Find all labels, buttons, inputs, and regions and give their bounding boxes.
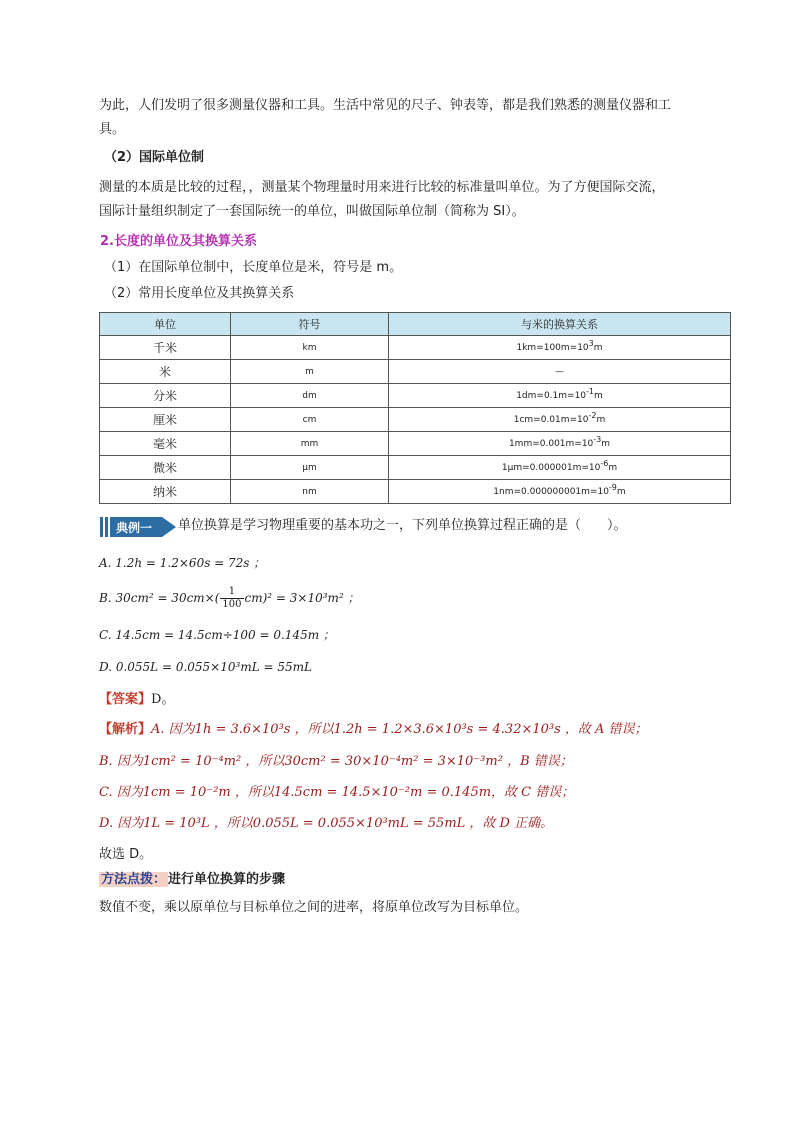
table-cell-conversion (389, 432, 731, 456)
table-cell-unit: 千米 (100, 336, 231, 360)
option-b-fraction (220, 586, 243, 611)
option-b (99, 586, 360, 611)
table-row (100, 360, 731, 384)
conversion-text: 1km=100m=10 (516, 342, 589, 353)
table-cell-symbol: dm (231, 384, 389, 408)
table-header-row (100, 313, 731, 336)
table-row (100, 432, 731, 456)
option-b-prefix: B. 30cm² = 30cm×( (99, 591, 220, 605)
table-cell-unit: 米 (100, 360, 231, 384)
table-cell-symbol: km (231, 336, 389, 360)
table-cell-unit: 分米 (100, 384, 231, 408)
table-cell-unit: 纳米 (100, 480, 231, 504)
table-cell-symbol: cm (231, 408, 389, 432)
analysis-a: A. 因为1h = 3.6×10³s ，所以1.2h = 1.2×3.6×10³s = 4.32×10³s ，故 A 错误； (151, 722, 648, 737)
table-cell-unit: 微米 (100, 456, 231, 480)
option-d: D. 0.055L = 0.055×10³mL = 55mL (99, 660, 312, 674)
conversion-text: — (555, 366, 564, 377)
conversion-unit: m (594, 390, 603, 401)
conversion-text: 1nm=0.000000001m=10 (493, 486, 609, 497)
table-cell-conversion (389, 360, 731, 384)
conversion-text: 1cm=0.01m=10 (513, 414, 589, 425)
conversion-exponent: -6 (600, 458, 609, 468)
conversion-exponent: -9 (608, 482, 617, 492)
conversion-exponent: -3 (593, 434, 602, 444)
conversion-unit: m (596, 414, 606, 425)
conversion-unit: m (616, 486, 626, 497)
conversion-exponent: -2 (588, 410, 597, 420)
method-tip-label: 方法点拨： (101, 872, 167, 887)
option-c: C. 14.5cm = 14.5cm÷100 = 0.145m ； (99, 628, 335, 642)
table-cell-conversion (389, 408, 731, 432)
conversion-unit: m (608, 462, 618, 473)
option-b-numerator: 1 (220, 586, 243, 599)
option-b-suffix: cm)² = 3×10³m² ； (244, 591, 360, 605)
table-cell-conversion (389, 480, 731, 504)
intro-line-1: 为此，人们发明了很多测量仪器和工具。生活中常见的尺子、钟表等，都是我们熟悉的测量仪器和工 (99, 98, 672, 113)
length-item-2: （2）常用长度单位及其换算关系 (104, 286, 295, 301)
table-cell-conversion (389, 456, 731, 480)
analysis-line-c: C. 因为1cm = 10⁻²m ，所以14.5cm = 14.5×10⁻²m = 0.145m，故 C 错误； (99, 785, 575, 800)
header-symbol: 符号 (231, 313, 389, 336)
table-row (100, 480, 731, 504)
example-badge-arrow-icon (100, 513, 178, 541)
table-cell-symbol: m (231, 360, 389, 384)
example-badge-label: 典例一 (115, 521, 153, 535)
conversion-text: 1mm=0.001m=10 (508, 438, 594, 449)
answer-line (99, 688, 731, 712)
length-item-1: （1）在国际单位制中，长度单位是米，符号是 m。 (104, 260, 403, 275)
analysis-conclusion: 故选 D。 (99, 847, 153, 862)
answer-value: D。 (151, 692, 175, 707)
header-conversion: 与米的换算关系 (389, 313, 731, 336)
intro-line-2: 具。 (99, 122, 126, 137)
conversion-unit: m (601, 438, 611, 449)
table-cell-conversion (389, 336, 731, 360)
method-tip-title: 进行单位换算的步骤 (168, 872, 286, 887)
conversion-text: 1dm=0.1m=10 (516, 390, 587, 401)
conversion-exponent: 3 (588, 338, 594, 348)
table-row (100, 408, 731, 432)
table-cell-symbol: nm (231, 480, 389, 504)
analysis-line-a (99, 718, 731, 742)
table-cell-conversion (389, 384, 731, 408)
si-line-1: 测量的本质是比较的过程，，测量某个物理量时用来进行比较的标准量叫单位。为了方便国际交流， (99, 180, 665, 195)
option-a: A. 1.2h = 1.2×60s = 72s ； (99, 556, 266, 570)
si-heading: （2）国际单位制 (104, 150, 205, 165)
analysis-label: 【解析】 (99, 722, 152, 737)
conversion-unit: m (593, 342, 603, 353)
option-b-denominator: 100 (222, 599, 242, 610)
table-cell-unit: 毫米 (100, 432, 231, 456)
conversion-text: 1μm=0.000001m=10 (501, 462, 601, 473)
table-row (100, 384, 731, 408)
table-row (100, 456, 731, 480)
method-tip-body: 数值不变，乘以原单位与目标单位之间的进率，将原单位改写为目标单位。 (99, 900, 529, 915)
table-cell-unit: 厘米 (100, 408, 231, 432)
length-heading: 2.长度的单位及其换算关系 (100, 234, 257, 249)
method-tip-heading (99, 868, 731, 892)
analysis-line-b: B. 因为1cm² = 10⁻⁴m² ，所以30cm² = 30×10⁻⁴m² = 3×10⁻³m² ，B 错误； (99, 754, 573, 769)
example-question: 单位换算是学习物理重要的基本功之一，下列单位换算过程正确的是（ ）。 (178, 518, 627, 533)
table-cell-symbol: mm (231, 432, 389, 456)
answer-label: 【答案】 (99, 692, 152, 707)
example-badge (100, 513, 178, 541)
table-cell-symbol: μm (231, 456, 389, 480)
unit-conversion-table (99, 312, 731, 504)
si-line-2: 国际计量组织制定了一套国际统一的单位，叫做国际单位制（简称为 SI）。 (99, 204, 525, 219)
header-unit: 单位 (100, 313, 231, 336)
analysis-line-d: D. 因为1L = 10³L ，所以0.055L = 0.055×10³mL = 55mL ，故 D 正确。 (99, 816, 554, 831)
conversion-exponent: -1 (586, 386, 595, 396)
table-row (100, 336, 731, 360)
